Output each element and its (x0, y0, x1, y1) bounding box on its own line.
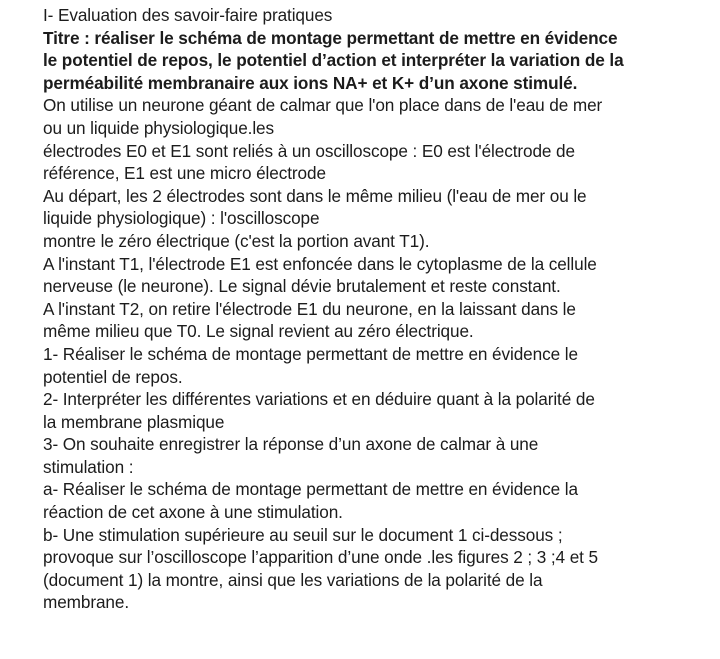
question-line: membrane. (43, 592, 130, 613)
question-line: réaction de cet axone à une stimulation. (43, 502, 343, 523)
question-line: a- Réaliser le schéma de montage permettant de mettre en évidence la (43, 479, 578, 500)
intro-line: nerveuse (le neurone). Le signal dévie brutalement et reste constant. (43, 276, 561, 297)
intro-line: électrodes E0 et E1 sont reliés à un oscilloscope : E0 est l'électrode de (43, 140, 575, 161)
question-2 (43, 388, 713, 433)
question-line: stimulation : (43, 456, 134, 477)
intro-line: montre le zéro électrique (c'est la portion avant T1). (43, 230, 430, 251)
question-3a (43, 478, 713, 523)
exercise-title (43, 27, 713, 95)
document-body (43, 4, 713, 614)
section-heading: I- Evaluation des savoir-faire pratiques (43, 5, 333, 25)
intro-line: A l'instant T2, on retire l'électrode E1 du neurone, en la laissant dans le (43, 298, 576, 319)
question-line: 3- On souhaite enregistrer la réponse d’un axone de calmar à une (43, 434, 539, 455)
intro-line: liquide physiologique) : l'oscilloscope (43, 208, 320, 229)
title-line: perméabilité membranaire aux ions NA+ et K+ d’un axone stimulé. (43, 72, 578, 93)
intro-line: référence, E1 est une micro électrode (43, 163, 326, 184)
intro-line: A l'instant T1, l'électrode E1 est enfoncée dans le cytoplasme de la cellule (43, 253, 597, 274)
question-line: potentiel de repos. (43, 366, 183, 387)
question-1 (43, 343, 713, 388)
question-line: 2- Interpréter les différentes variations et en déduire quant à la polarité de (43, 389, 595, 410)
intro-line: ou un liquide physiologique.les (43, 117, 275, 138)
question-line: b- Une stimulation supérieure au seuil sur le document 1 ci-dessous ; (43, 524, 563, 545)
intro-line: On utilise un neurone géant de calmar que l'on place dans de l'eau de mer (43, 95, 603, 116)
question-3 (43, 433, 713, 478)
question-3b (43, 524, 713, 614)
title-line: le potentiel de repos, le potentiel d’action et interpréter la variation de la (43, 50, 624, 71)
intro-line: Au départ, les 2 électrodes sont dans le même milieu (l'eau de mer ou le (43, 185, 587, 206)
title-line: Titre : réaliser le schéma de montage permettant de mettre en évidence (43, 27, 618, 48)
question-line: provoque sur l’oscilloscope l’apparition d’une onde .les figures 2 ; 3 ;4 et 5 (43, 547, 598, 568)
intro-line: même milieu que T0. Le signal revient au zéro électrique. (43, 321, 474, 342)
question-line: 1- Réaliser le schéma de montage permettant de mettre en évidence le (43, 343, 578, 364)
question-line: (document 1) la montre, ainsi que les variations de la polarité de la (43, 569, 543, 590)
question-line: la membrane plasmique (43, 411, 225, 432)
intro-paragraph (43, 94, 713, 343)
